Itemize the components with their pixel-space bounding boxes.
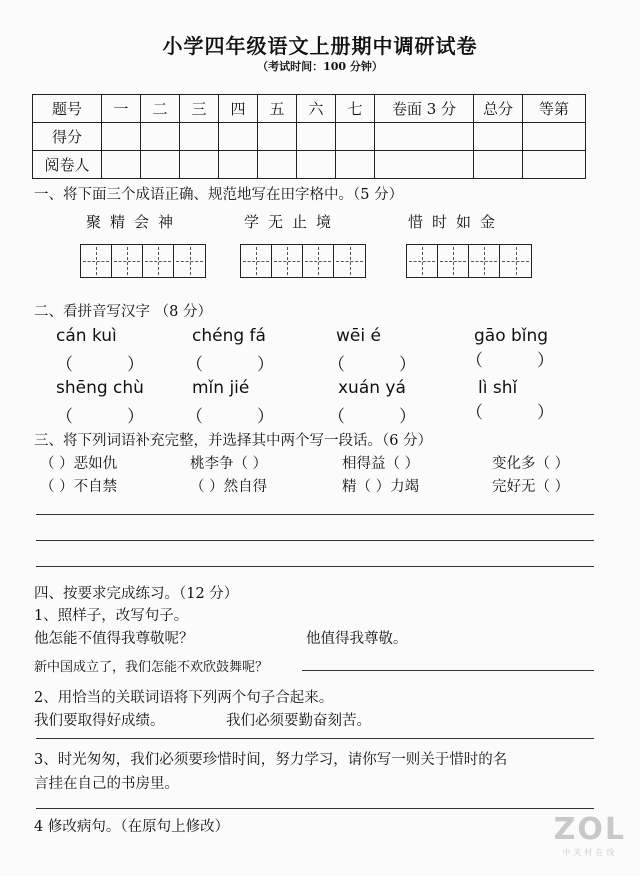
score-header-cell: 四 — [219, 95, 258, 123]
page-title: 小学四年级语文上册期中调研试卷 — [162, 34, 478, 58]
question-3-line-2: 言挂在自己的书房里。 — [34, 776, 179, 792]
idiom-1: 聚精会神 — [86, 213, 183, 231]
pinyin: lì shǐ — [478, 378, 518, 398]
answer-line[interactable] — [302, 670, 594, 671]
sentence-a: 我们要取得好成绩。 — [34, 713, 165, 729]
score-header-cell: 七 — [336, 95, 375, 123]
pinyin: xuán yá — [338, 378, 406, 398]
watermark-brand: ZOL — [553, 812, 626, 847]
answer-parens[interactable]: （ ） — [466, 351, 555, 371]
score-header-cell: 一 — [102, 95, 141, 123]
score-cell[interactable] — [336, 151, 375, 179]
fill-word[interactable]: （ ）恶如仇 — [40, 456, 118, 472]
writing-line[interactable] — [36, 566, 594, 567]
exam-duration: （考试时间：100 分钟） — [257, 60, 383, 73]
zol-watermark — [554, 812, 626, 858]
score-cell[interactable] — [219, 151, 258, 179]
example-answer: 他值得我尊敬。 — [306, 631, 408, 647]
score-cell[interactable] — [474, 151, 523, 179]
score-header-cell: 三 — [180, 95, 219, 123]
answer-parens[interactable]: （ ） — [328, 407, 417, 427]
question-4: 4 修改病句。（在原句上修改） — [34, 819, 230, 835]
score-cell[interactable] — [102, 151, 141, 179]
score-cell[interactable] — [219, 123, 258, 151]
answer-parens[interactable]: （ ） — [186, 355, 275, 375]
score-cell[interactable] — [474, 123, 523, 151]
score-cell[interactable] — [336, 123, 375, 151]
score-cell[interactable] — [523, 123, 586, 151]
score-header-cell: 六 — [297, 95, 336, 123]
fill-word[interactable]: 相得益（ ） — [342, 456, 420, 472]
score-header-cell: 题号 — [33, 95, 102, 123]
score-cell[interactable] — [258, 123, 297, 151]
answer-parens[interactable]: （ ） — [186, 407, 275, 427]
score-header-cell: 二 — [141, 95, 180, 123]
tianzige-grid-3[interactable] — [406, 244, 532, 278]
idiom-3: 惜时如金 — [408, 213, 505, 231]
pinyin: chéng fá — [192, 326, 266, 346]
question-3-line-1: 3、时光匆匆，我们必须要珍惜时间，努力学习，请你写一则关于惜时的名 — [34, 752, 508, 768]
score-cell[interactable] — [523, 151, 586, 179]
section3-heading: 三、将下列词语补充完整，并选择其中两个写一段话。（6 分） — [34, 433, 433, 449]
answer-line[interactable] — [36, 738, 594, 739]
score-cell[interactable] — [297, 123, 336, 151]
tianzige-grid-2[interactable] — [240, 244, 366, 278]
fill-word[interactable]: 变化多（ ） — [492, 456, 570, 472]
section1-heading: 一、将下面三个成语正确、规范地写在田字格中。（5 分） — [34, 187, 404, 203]
score-header-cell: 总分 — [474, 95, 523, 123]
question-1: 1、照样子，改写句子。 — [34, 608, 189, 624]
score-cell[interactable] — [102, 123, 141, 151]
writing-line[interactable] — [36, 514, 594, 515]
idiom-2: 学无止境 — [244, 213, 341, 231]
score-cell[interactable] — [375, 151, 474, 179]
fill-word[interactable]: 桃李争（ ） — [190, 456, 268, 472]
section4-heading: 四、按要求完成练习。（12 分） — [34, 586, 239, 602]
sentence-b: 我们必须要勤奋刻苦。 — [226, 713, 371, 729]
pinyin: shēng chù — [56, 378, 144, 398]
score-cell[interactable] — [297, 151, 336, 179]
score-header-cell: 五 — [258, 95, 297, 123]
example-sentence: 他怎能不值得我尊敬呢？ — [34, 631, 194, 647]
watermark-tagline: 中关村在线 — [562, 848, 618, 857]
score-cell[interactable] — [180, 151, 219, 179]
question-2: 2、用恰当的关联词语将下列两个句子合起来。 — [34, 690, 334, 706]
pinyin: cán kuì — [56, 326, 117, 346]
pinyin: wēi é — [336, 326, 381, 346]
fill-word[interactable]: 完好无（ ） — [492, 479, 570, 495]
answer-parens[interactable]: （ ） — [56, 407, 145, 427]
score-cell[interactable] — [141, 151, 180, 179]
rewrite-task: 新中国成立了，我们怎能不欢欣鼓舞呢？ — [34, 660, 269, 675]
answer-parens[interactable]: （ ） — [328, 355, 417, 375]
score-cell[interactable] — [141, 123, 180, 151]
score-header-cell: 卷面 3 分 — [375, 95, 474, 123]
fill-word[interactable]: （ ）然自得 — [190, 479, 268, 495]
score-row-label: 阅卷人 — [33, 151, 102, 179]
writing-line[interactable] — [36, 540, 594, 541]
score-row-label: 得分 — [33, 123, 102, 151]
answer-parens[interactable]: （ ） — [466, 403, 555, 423]
fill-word[interactable]: （ ）不自禁 — [40, 479, 118, 495]
score-cell[interactable] — [375, 123, 474, 151]
tianzige-grid-1[interactable] — [80, 244, 206, 278]
pinyin: gāo bǐng — [474, 326, 549, 346]
answer-line[interactable] — [36, 808, 594, 809]
score-table — [32, 94, 586, 179]
score-header-cell: 等第 — [523, 95, 586, 123]
answer-parens[interactable]: （ ） — [56, 355, 145, 375]
score-cell[interactable] — [180, 123, 219, 151]
pinyin: mǐn jié — [192, 378, 250, 398]
score-cell[interactable] — [258, 151, 297, 179]
section2-heading: 二、看拼音写汉字 （8 分） — [34, 304, 212, 320]
fill-word[interactable]: 精（ ）力竭 — [342, 479, 420, 495]
